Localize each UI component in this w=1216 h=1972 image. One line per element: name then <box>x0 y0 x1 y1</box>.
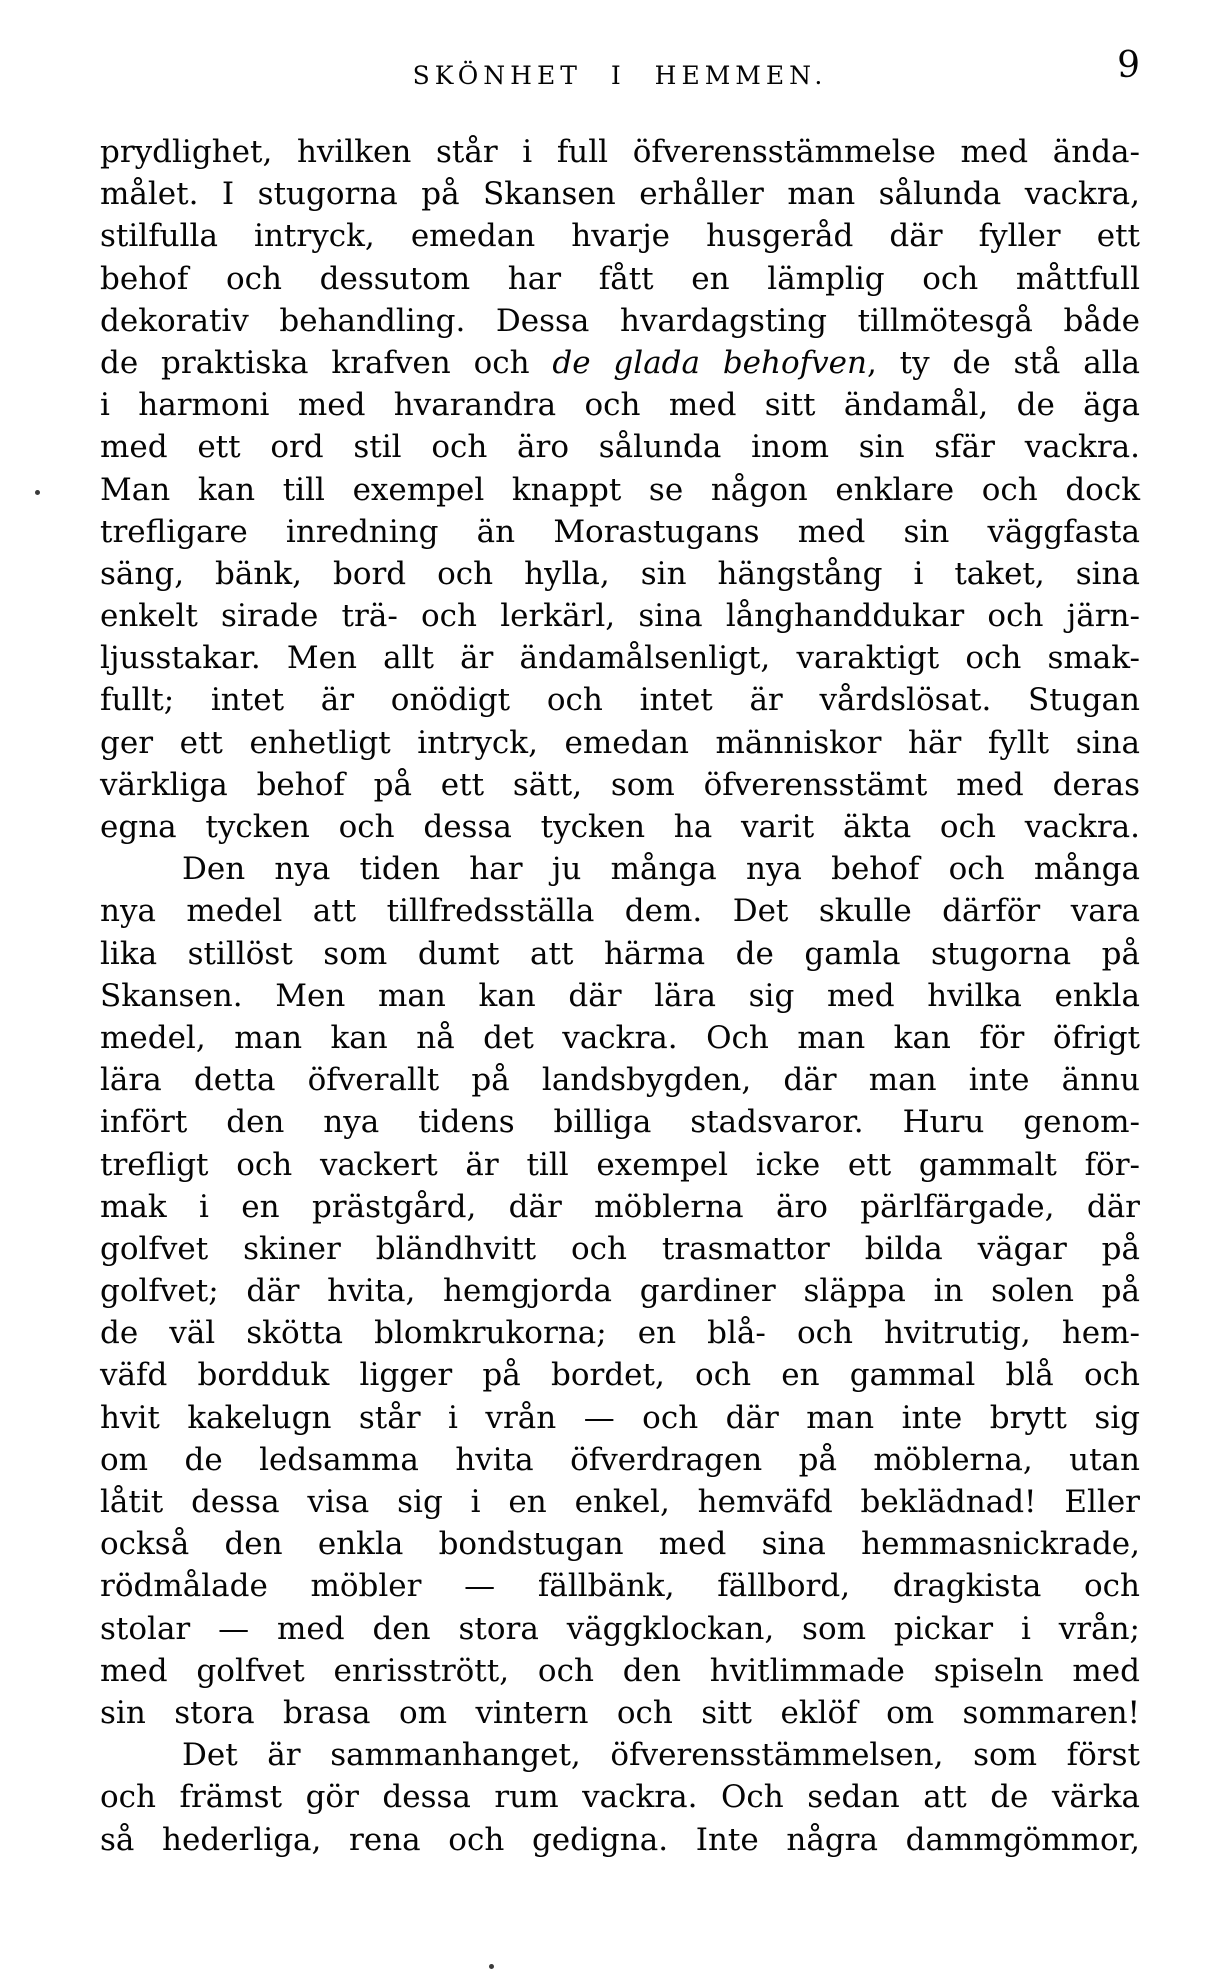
scan-speck <box>35 490 40 495</box>
text-segment: egna tycken och dessa tycken ha varit äkta och vackra. <box>100 809 1140 845</box>
text-line <box>100 553 1140 595</box>
text-line <box>100 1186 1140 1228</box>
text-line <box>100 933 1140 975</box>
text-segment: målet. I stugorna på Skansen erhåller man sålunda vackra, <box>100 176 1140 213</box>
text-line <box>100 173 1140 215</box>
text-segment: behof och dessutom har fått en lämplig och måttfull <box>100 260 1140 297</box>
text-line <box>100 131 1140 173</box>
text-segment: golfvet skiner bländhvitt och trasmattor bilda vägar på <box>100 1230 1140 1267</box>
text-line <box>100 1144 1140 1186</box>
text-line <box>100 890 1140 932</box>
text-line <box>100 1523 1140 1565</box>
text-line <box>100 300 1140 342</box>
text-segment: trefligare inredning än Morastugans med sin väggfasta <box>100 513 1140 550</box>
text-segment: i harmoni med hvarandra och med sitt ändamål, de äga <box>100 387 1140 424</box>
text-segment: ljusstakar. Men allt är ändamålsenligt, varaktigt och smak- <box>100 640 1140 677</box>
page-number: 9 <box>1117 45 1140 86</box>
text-line <box>100 1819 1140 1861</box>
text-line <box>100 1481 1140 1523</box>
text-line <box>100 848 1140 890</box>
text-line <box>100 1101 1140 1143</box>
text-segment: så hederliga, rena och gedigna. Inte några dammgömmor, <box>100 1821 1140 1858</box>
text-line <box>100 1650 1140 1692</box>
text-line <box>100 595 1140 637</box>
italic-phrase: de glada behofven <box>552 344 867 381</box>
text-line <box>100 1692 1140 1734</box>
text-segment: hvit kakelugn står i vrån — och där man inte brytt sig <box>100 1399 1140 1436</box>
text-line <box>100 722 1140 764</box>
text-line <box>100 975 1140 1017</box>
text-segment: , ty de stå alla <box>866 344 1140 381</box>
text-segment: fullt; intet är onödigt och intet är vårdslösat. Stugan <box>100 682 1140 719</box>
text-line <box>100 1565 1140 1607</box>
text-segment: infört den nya tidens billiga stadsvaror. Huru genom- <box>100 1104 1140 1141</box>
text-line <box>100 1608 1140 1650</box>
text-line <box>100 764 1140 806</box>
text-segment: dekorativ behandling. Dessa hvardagsting tillmötesgå både <box>100 302 1140 339</box>
text-line <box>100 426 1140 468</box>
text-segment: också den enkla bondstugan med sina hemmasnickrade, <box>100 1526 1140 1563</box>
text-segment: med golfvet enrisstrött, och den hvitlimmade spiseln med <box>100 1652 1140 1689</box>
text-segment: Den nya tiden har ju många nya behof och många <box>182 851 1140 888</box>
text-line <box>100 1270 1140 1312</box>
text-line <box>100 1776 1140 1818</box>
text-segment: trefligt och vackert är till exempel icke ett gammalt för- <box>100 1146 1140 1183</box>
text-line <box>100 1017 1140 1059</box>
text-segment: de väl skötta blomkrukorna; en blå- och hvitrutig, hem- <box>100 1315 1140 1352</box>
text-segment: prydlighet, hvilken står i full öfverensstämmelse med ända- <box>100 134 1140 170</box>
text-segment: stolar — med den stora väggklockan, som pickar i vrån; <box>100 1610 1140 1647</box>
text-segment: mak i en prästgård, där möblerna äro pärlfärgade, där <box>100 1188 1140 1225</box>
text-segment: säng, bänk, bord och hylla, sin hängstång i taket, sina <box>100 555 1140 592</box>
body-text <box>100 131 1140 1861</box>
text-segment: ger ett enhetligt intryck, emedan människor här fyllt sina <box>100 724 1140 761</box>
text-segment: sin stora brasa om vintern och sitt eklöf om sommaren! <box>100 1694 1140 1731</box>
text-segment: Man kan till exempel knappt se någon enklare och dock <box>100 471 1140 508</box>
text-line <box>100 342 1140 384</box>
text-line <box>100 511 1140 553</box>
text-line <box>100 258 1140 300</box>
text-segment: enkelt sirade trä- och lerkärl, sina långhanddukar och järn- <box>100 598 1140 635</box>
text-segment: lika stillöst som dumt att härma de gamla stugorna på <box>100 935 1140 972</box>
text-line <box>100 1059 1140 1101</box>
text-segment: nya medel att tillfredsställa dem. Det skulle därför vara <box>100 893 1140 930</box>
text-segment: Det är sammanhanget, öfverensstämmelsen, som först <box>182 1737 1140 1774</box>
text-line <box>100 384 1140 426</box>
text-line <box>100 1312 1140 1354</box>
text-segment: och främst gör dessa rum vackra. Och sedan att de värka <box>100 1779 1140 1816</box>
text-line <box>100 469 1140 511</box>
text-line <box>100 1734 1140 1776</box>
text-segment: rödmålade möbler — fällbänk, fällbord, dragkista och <box>100 1568 1140 1605</box>
text-segment: medel, man kan nå det vackra. Och man kan för öfrigt <box>100 1019 1140 1056</box>
text-line <box>100 637 1140 679</box>
text-segment: väfd bordduk ligger på bordet, och en gammal blå och <box>100 1357 1140 1394</box>
text-line <box>100 806 1140 848</box>
text-line <box>100 679 1140 721</box>
text-line <box>100 1228 1140 1270</box>
text-segment: lära detta öfverallt på landsbygden, där man inte ännu <box>100 1062 1140 1099</box>
text-segment: värkliga behof på ett sätt, som öfverensstämt med deras <box>100 766 1140 803</box>
running-header-title: SKÖNHET I HEMMEN. <box>412 61 828 90</box>
text-segment: med ett ord stil och äro sålunda inom sin sfär vackra. <box>100 429 1140 466</box>
text-line <box>100 1354 1140 1396</box>
text-segment: Skansen. Men man kan där lära sig med hvilka enkla <box>100 977 1140 1014</box>
text-line <box>100 1439 1140 1481</box>
text-segment: om de ledsamma hvita öfverdragen på möblerna, utan <box>100 1441 1140 1478</box>
text-segment: låtit dessa visa sig i en enkel, hemväfd beklädnad! Eller <box>100 1484 1140 1520</box>
text-segment: stilfulla intryck, emedan hvarje husgeråd där fyller ett <box>100 218 1140 255</box>
text-line <box>100 1397 1140 1439</box>
text-segment: golfvet; där hvita, hemgjorda gardiner släppa in solen på <box>100 1273 1140 1310</box>
text-line <box>100 215 1140 257</box>
text-segment: de praktiska krafven och <box>100 344 553 381</box>
scan-speck <box>489 1964 494 1969</box>
